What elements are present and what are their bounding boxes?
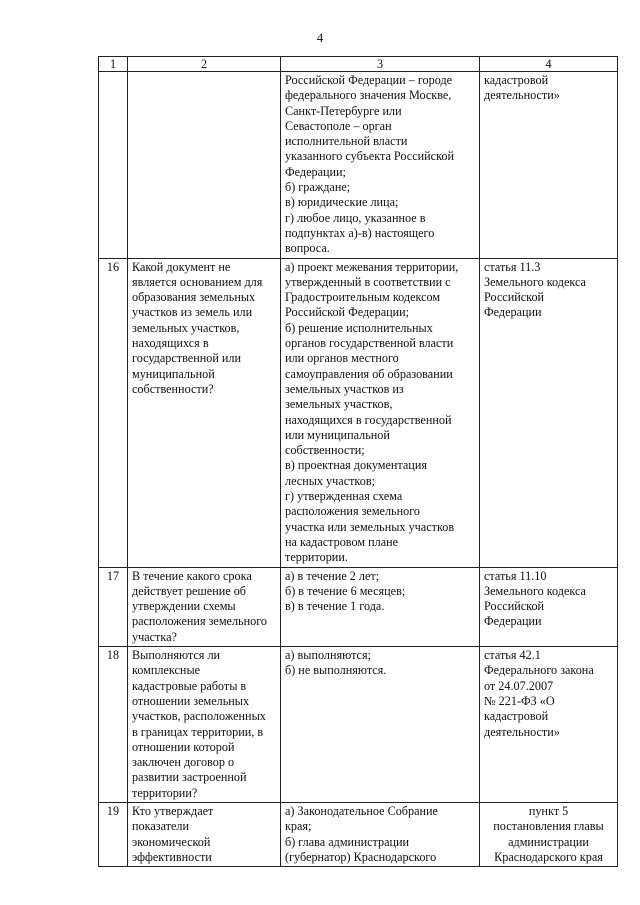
answer-line: б) граждане; — [285, 180, 351, 195]
question-cell — [128, 803, 281, 867]
questions-table — [98, 56, 618, 867]
answer-line: Градостроительным кодексом — [285, 290, 441, 305]
source-line: от 24.07.2007 — [484, 678, 554, 693]
question-line: комплексные — [132, 663, 201, 678]
table-row — [99, 72, 618, 259]
source-line: пункт 5 — [528, 804, 569, 819]
question-cell — [128, 72, 281, 259]
source-line: статья 42.1 — [484, 648, 541, 663]
question-line: участка? — [132, 629, 177, 644]
source-line: деятельности» — [484, 724, 560, 739]
source-line: администрации — [508, 834, 589, 849]
answer-line: утвержденный в соответствии с — [285, 274, 451, 289]
source-cell — [480, 72, 618, 259]
question-line: экономической — [132, 834, 211, 849]
header-cell: 3 — [281, 57, 480, 72]
question-line: участков, расположенных — [132, 709, 266, 724]
source-line: статья 11.10 — [484, 568, 547, 583]
answer-line: находящихся в государственной — [285, 412, 452, 427]
answer-line: органов государственной власти — [285, 336, 454, 351]
answer-line: исполнительной власти — [285, 134, 408, 149]
question-line: расположения земельного — [132, 614, 267, 629]
source-line: кадастровой — [484, 709, 549, 724]
source-line: Федерации — [484, 305, 542, 320]
answer-line: земельных участков, — [285, 397, 393, 412]
answer-line: указанного субъекта Российской — [285, 149, 454, 164]
table-row — [99, 567, 618, 646]
answer-line: земельных участков из — [285, 381, 404, 396]
answer-line: федерального значения Москве, — [285, 88, 452, 103]
row-number-cell — [99, 72, 128, 259]
source-line: № 221-ФЗ «О — [484, 693, 555, 708]
answer-line: а) Законодательное Собрание — [285, 804, 438, 819]
answer-line: расположения земельного — [285, 504, 420, 519]
source-line: Федерального закона — [484, 663, 594, 678]
source-line: постановления главы — [493, 819, 604, 834]
answer-line: подпунктах а)-в) настоящего — [285, 225, 435, 240]
question-cell — [128, 647, 281, 803]
answer-line: Севастополе – орган — [285, 118, 392, 133]
source-line: деятельности» — [484, 88, 560, 103]
source-line: Земельного кодекса — [484, 583, 586, 598]
question-line: Кто утверждает — [132, 804, 214, 819]
question-cell — [128, 258, 281, 567]
row-number: 19 — [106, 804, 120, 819]
question-line: земельных участков, — [132, 320, 240, 335]
answer-line: а) проект межевания территории, — [285, 259, 459, 274]
answer-line: самоуправления об образовании — [285, 366, 453, 381]
row-number: 16 — [106, 259, 120, 274]
answers-cell — [281, 567, 480, 646]
answer-line: Федерации; — [285, 164, 346, 179]
answer-line: б) решение исполнительных — [285, 320, 433, 335]
answer-line: или органов местного — [285, 351, 399, 366]
answer-line: в) юридические лица; — [285, 195, 399, 210]
answer-line: Российской Федерации – городе — [285, 73, 453, 87]
source-line: Земельного кодекса — [484, 274, 586, 289]
source-cell — [480, 567, 618, 646]
table-row — [99, 803, 618, 867]
header-cell: 4 — [480, 57, 618, 72]
answer-line: собственности; — [285, 443, 365, 458]
table-header-row — [99, 57, 618, 72]
answer-line: в) проектная документация — [285, 458, 427, 473]
answer-line: (губернатор) Краснодарского — [285, 849, 437, 864]
row-number-cell — [99, 258, 128, 567]
question-line: является основанием для — [132, 274, 263, 289]
row-number: 17 — [106, 568, 120, 583]
question-line: заключен договор о — [132, 755, 235, 770]
question-line: находящихся в — [132, 336, 209, 351]
answer-line: б) не выполняются. — [285, 663, 387, 678]
answer-line: г) утвержденная схема — [285, 489, 403, 504]
answer-line: участка или земельных участков — [285, 519, 455, 534]
header-cell: 2 — [128, 57, 281, 72]
question-line: Какой документ не — [132, 259, 231, 274]
question-line: в границах территории, в — [132, 724, 264, 739]
row-number-cell — [99, 803, 128, 867]
question-line: действует решение об — [132, 583, 247, 598]
answers-cell — [281, 803, 480, 867]
answer-line: на кадастровом плане — [285, 534, 399, 549]
answer-line: г) любое лицо, указанное в — [285, 210, 426, 225]
question-line: В течение какого срока — [132, 568, 252, 583]
question-line: собственности? — [132, 381, 214, 396]
question-line: развитии застроенной — [132, 770, 247, 785]
answer-line: территории. — [285, 550, 348, 565]
question-line: образования земельных — [132, 290, 256, 305]
row-number-cell — [99, 647, 128, 803]
answer-line: а) в течение 2 лет; — [285, 568, 380, 583]
source-cell — [480, 803, 618, 867]
question-line: показатели — [132, 819, 190, 834]
question-line: отношении земельных — [132, 693, 250, 708]
question-line: утверждении схемы — [132, 599, 236, 614]
answer-line: б) в течение 6 месяцев; — [285, 583, 406, 598]
question-line: территории? — [132, 785, 198, 800]
answer-line: в) в течение 1 года. — [285, 599, 385, 614]
source-line: Краснодарского края — [494, 849, 603, 864]
question-line: эффективности — [132, 849, 212, 864]
answers-cell — [281, 647, 480, 803]
question-line: муниципальной — [132, 366, 215, 381]
question-line: участков из земель или — [132, 305, 253, 320]
answers-cell — [281, 258, 480, 567]
source-line: Федерации — [484, 614, 542, 629]
header-cell: 1 — [99, 57, 128, 72]
page-number: 4 — [316, 30, 324, 45]
question-line: Выполняются ли — [132, 648, 221, 663]
source-line: Российской — [484, 599, 545, 614]
question-line: отношении которой — [132, 739, 235, 754]
answer-line: а) выполняются; — [285, 648, 371, 663]
question-line: кадастровые работы в — [132, 678, 247, 693]
answer-line: или муниципальной — [285, 427, 390, 442]
answer-line: Санкт-Петербурге или — [285, 103, 402, 118]
answer-line: лесных участков; — [285, 473, 375, 488]
answer-line: Российской Федерации; — [285, 305, 410, 320]
row-number-cell — [99, 567, 128, 646]
source-line: кадастровой — [484, 73, 549, 87]
answers-cell — [281, 72, 480, 259]
row-number: 18 — [106, 648, 120, 663]
source-cell — [480, 647, 618, 803]
source-line: Российской — [484, 290, 545, 305]
answer-line: края; — [285, 819, 312, 834]
question-line: государственной или — [132, 351, 242, 366]
table-row — [99, 258, 618, 567]
source-line: статья 11.3 — [484, 259, 541, 274]
table-row — [99, 647, 618, 803]
question-cell — [128, 567, 281, 646]
answer-line: б) глава администрации — [285, 834, 410, 849]
answer-line: вопроса. — [285, 241, 330, 256]
source-cell — [480, 258, 618, 567]
